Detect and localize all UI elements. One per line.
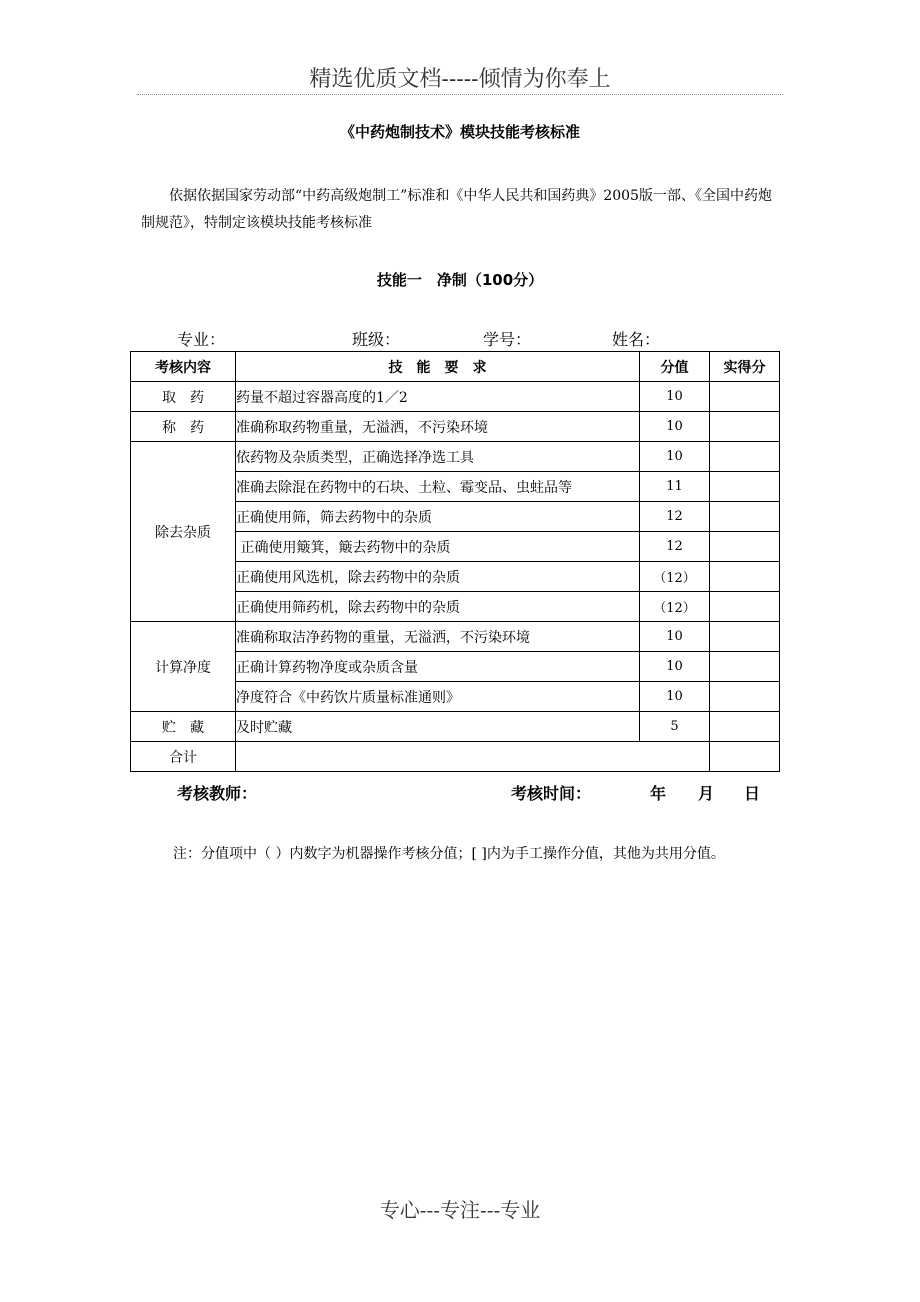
category-cell: 贮 藏 [131, 712, 236, 742]
table-row [131, 412, 780, 442]
table-row [131, 442, 780, 472]
actual-score-cell [710, 682, 780, 712]
actual-score-cell [710, 382, 780, 412]
header-content: 考核内容 [131, 352, 236, 382]
requirement-cell: 准确去除混在药物中的石块、土粒、霉变品、虫蛀品等 [236, 472, 640, 502]
requirement-cell: 正确计算药物净度或杂质含量 [236, 652, 640, 682]
actual-score-cell [710, 502, 780, 532]
category-cell: 除去杂质 [131, 442, 236, 622]
category-cell: 称 药 [131, 412, 236, 442]
score-cell: 5 [640, 712, 710, 742]
page-footer: 专心---专注---专业 [379, 1198, 541, 1222]
requirement-cell: 准确称取药物重量，无溢洒，不污染环境 [236, 412, 640, 442]
requirement-cell: 药量不超过容器高度的1／2 [236, 382, 640, 412]
actual-score-cell [710, 472, 780, 502]
month-label: 月 [698, 784, 715, 803]
score-cell: （12） [640, 592, 710, 622]
actual-score-cell [710, 532, 780, 562]
score-cell: 10 [640, 652, 710, 682]
teacher-label: 考核教师： [177, 784, 258, 803]
actual-score-cell [710, 622, 780, 652]
requirement-cell: 正确使用筛药机，除去药物中的杂质 [236, 592, 640, 622]
actual-score-cell [710, 562, 780, 592]
intro-paragraph: 依据依据国家劳动部“中药高级炮制工”标准和《中华人民共和国药典》2005版一部、《全国中药炮制规范》，特制定该模块技能考核标准 [141, 188, 772, 231]
actual-score-cell [710, 592, 780, 622]
major-label: 专业： [177, 330, 226, 349]
student-id-label: 学号： [483, 330, 532, 349]
table-row [131, 712, 780, 742]
total-actual-cell [710, 742, 780, 772]
header-score: 分值 [640, 352, 710, 382]
score-cell: 10 [640, 622, 710, 652]
time-label: 考核时间： [511, 784, 592, 803]
score-cell: 10 [640, 412, 710, 442]
header-actual: 实得分 [710, 352, 780, 382]
requirement-cell: 及时贮藏 [236, 712, 640, 742]
requirement-cell: 正确使用簸箕，簸去药物中的杂质 [236, 532, 640, 562]
document-title: 《中药炮制技术》模块技能考核标准 [339, 123, 580, 141]
category-cell: 计算净度 [131, 622, 236, 712]
name-label: 姓名： [612, 330, 661, 349]
requirement-cell: 净度符合《中药饮片质量标准通则》 [236, 682, 640, 712]
table-row [131, 622, 780, 652]
total-value-cell [236, 742, 710, 772]
year-label: 年 [650, 784, 667, 803]
actual-score-cell [710, 652, 780, 682]
class-label: 班级： [352, 330, 401, 349]
requirement-cell: 依药物及杂质类型，正确选择净选工具 [236, 442, 640, 472]
category-cell: 取 药 [131, 382, 236, 412]
score-cell: 11 [640, 472, 710, 502]
score-cell: 10 [640, 442, 710, 472]
actual-score-cell [710, 412, 780, 442]
actual-score-cell [710, 712, 780, 742]
actual-score-cell [710, 442, 780, 472]
header-divider [137, 94, 783, 95]
score-cell: 10 [640, 382, 710, 412]
section-title: 技能一 净制（100分） [376, 271, 544, 289]
total-label: 合计 [131, 742, 236, 772]
score-cell: 12 [640, 532, 710, 562]
note-paragraph: 注：分值项中（ ）内数字为机器操作考核分值；[ ]内为手工操作分值，其他为共用分值。 [173, 846, 725, 862]
page-header: 精选优质文档-----倾情为你奉上 [309, 67, 611, 92]
total-row [131, 742, 780, 772]
table-row [131, 382, 780, 412]
score-cell: （12） [640, 562, 710, 592]
assessment-table [130, 351, 780, 772]
header-requirements: 技 能 要 求 [236, 352, 640, 382]
requirement-cell: 准确称取洁净药物的重量，无溢洒，不污染环境 [236, 622, 640, 652]
table-header-row [131, 352, 780, 382]
day-label: 日 [744, 784, 761, 803]
requirement-cell: 正确使用筛，筛去药物中的杂质 [236, 502, 640, 532]
score-cell: 10 [640, 682, 710, 712]
requirement-cell: 正确使用风选机，除去药物中的杂质 [236, 562, 640, 592]
score-cell: 12 [640, 502, 710, 532]
